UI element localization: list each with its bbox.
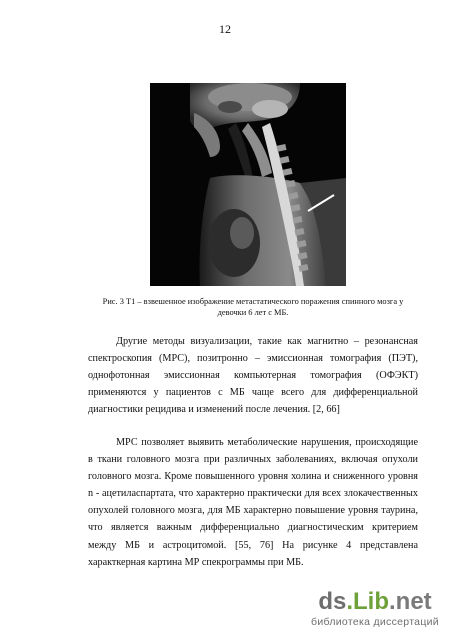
mri-sagittal-image [150,83,346,286]
watermark-subtitle: библиотека диссертаций [311,616,439,628]
paragraph-1: Другие методы визуализации, такие как магнитно – резонансная спектроскопия (МРС), позитронно – эмиссионная томография (ПЭТ), однофотонная эмиссионная компьютерная томография (ОФЭКТ) применяются у пациентов с МБ чаще всего для дифференциальной диагностики рецидива и изменений после лечения. [2, 66] [88,336,418,416]
dslib-watermark [310,589,440,628]
logo-lib: Lib [353,588,389,615]
figure-caption: Рис. 3 Т1 – взвешенное изображение метастатического поражения спинного мозга у девочки 6 лет с МБ. [102,297,404,317]
paragraph-2: МРС позволяет выявить метаболические нарушения, происходящие в ткани головного мозга при различных заболеваниях, включая опухоли головного мозга. Кроме повышенного уровня холина и сниженного уровня n - ацетиласпартата, что характерно практически для всех злокачественных опухолей головного мозга, для МБ характерно повышение уровня таурина, что является важным дифференциально диагностическим критерием между МБ и астроцитомой. [55, 76] На рисунке 4 представлена характкерная картина МР спекрограммы при МБ. [88,437,418,568]
dslib-logo [310,589,440,615]
mri-figure [150,83,346,286]
page-number: 12 [219,22,231,36]
logo-net: .net [389,588,432,615]
logo-ds: ds [318,588,347,615]
logo-dot: . [346,588,353,615]
